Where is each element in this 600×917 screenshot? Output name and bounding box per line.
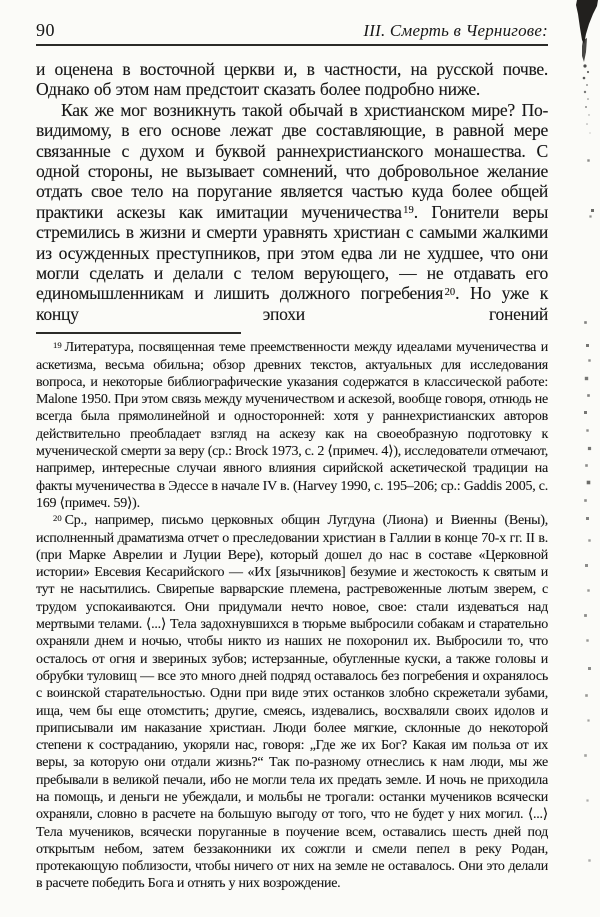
footnote-ref-20: 20 bbox=[444, 286, 456, 298]
footnote-20-marker: 20 bbox=[53, 512, 62, 523]
page-content bbox=[36, 20, 548, 893]
running-title: III. Смерть в Чернигове: bbox=[363, 21, 548, 40]
footnote-19 bbox=[36, 339, 548, 512]
paragraph-main bbox=[36, 100, 548, 324]
body-text bbox=[36, 59, 548, 324]
scan-smudge-top-right-icon bbox=[550, 0, 600, 140]
footnote-20-text: Ср., например, письмо церковных общин Лугдуна (Лиона) и Виенны (Вены), исполненный драматизма отчет о преследовании христиан в Галлии в конце 70-х гг. II в. (при Марке Аврелии и Луции Вере), который дошел до нас в составе «Церковной истории» Евсевия Кесарийского — «Их [язычников] безумие и жестокость к святым и тут не насытились. Свирепые варварские племена, растревоженные лютым зверем, с трудом успокаиваются. Они придумали нечто новое, свое: стали издеваться над мертвыми телами. ⟨...⟩ Тела задохнувшихся в тюрьме выбросили собакам и старательно охраняли днем и ночью, чтобы никто из наших не похоронил их. Выбросили то, что осталось от огня и звериных зубов; истерзанные, обугленные куски, а также головы и обрубки туловищ — все это много дней подряд оставалось без погребения и охранялось с воинской старательностью. Одни при виде этих останков злобно скрежетали зубами, ища, чем бы еще отомстить; другие, смеясь, издевались, восхваляли своих идолов и приписывали им наказание христиан. Люди более мягкие, склонные до некоторой степени к состраданию, укоряли нас, говоря: „Где же их Бог? Какая им польза от их веры, за которую они отдали жизнь?“ Так по-разному отнеслись к нам люди, мы же пребывали в великой печали, ибо не могли тела их предать земле. И ночь не приходила на помощь, и деньги не убеждали, и мольбы не трогали: останки мучеников всячески охраняли, словно в расчете на большую выгоду от того, что не будет у них могил. ⟨...⟩ Тела мучеников, всячески поруганные в поучение всем, оставались шесть дней под открытым небом, затем беззаконники их сожгли и смели пепел в реку Родан, протекающую поблизости, чтобы ничего от них на земле не оставалось. Они это делали в расчете победить Бога и отнять у них возрождение. bbox=[36, 513, 548, 892]
footnote-separator bbox=[36, 332, 241, 334]
footnote-ref-19: 19 bbox=[403, 205, 414, 217]
paragraph-main-part-2: . Гонители веры стремились в жизни и смерти уравнять христиан с самыми жалкими из осужденных преступников, при этом едва ли не худшее, что они могли сделать и делали с телом верующего, — не отдавать его единомышленникам и лишить должного погребения bbox=[36, 201, 548, 304]
scan-edge-speckles bbox=[0, 0, 1, 1]
paragraph-continuation: и оценена в восточной церкви и, в частности, на русской почве. Однако об этом нам предстоит сказать более подробно ниже. bbox=[36, 59, 548, 100]
paragraph-main-part-3: . Но уже к концу эпохи гонений bbox=[36, 283, 548, 324]
footnote-19-marker: 19 bbox=[53, 339, 62, 350]
page-header bbox=[36, 20, 548, 46]
footnote-20 bbox=[36, 512, 548, 893]
footnote-19-text: Литература, посвященная теме преемственности между идеалами мученичества и аскетизма, весьма обильна; обзор древних текстов, актуальных для исследования вопроса, и некоторые библиографические указания содержатся в классической работе: Malone 1950. При этом связь между мученичеством и аскезой, вообще говоря, отнюдь не всегда была прямолинейной и односторонней: хотя у раннехристианских авторов действительно преобладает взгляд на аскезу как на своеобразную подготовку к мученической смерти за веру (ср.: Brock 1973, с. 2 ⟨примеч. 4⟩), исследователи отмечают, например, интересные случаи явного влияния сирийской аскетической традиции на факты мученичества в Эдессе в начале IV в. (Harvey 1990, с. 195–206; ср.: Gaddis 2005, с. 169 ⟨примеч. 59⟩). bbox=[36, 340, 548, 511]
page-number: 90 bbox=[36, 20, 55, 40]
footnotes-section bbox=[36, 339, 548, 893]
paragraph-main-part-1: Как же мог возникнуть такой обычай в христианском мире? По-видимому, в его основе лежат две составляющие, в равной мере связанные с духом и буквой раннехристианского монашества. С одной стороны, не вызывает сомнений, что добровольное желание отдать свое тело на поругание является частью куда более общей практики аскезы как имитации мученичества bbox=[36, 99, 548, 222]
